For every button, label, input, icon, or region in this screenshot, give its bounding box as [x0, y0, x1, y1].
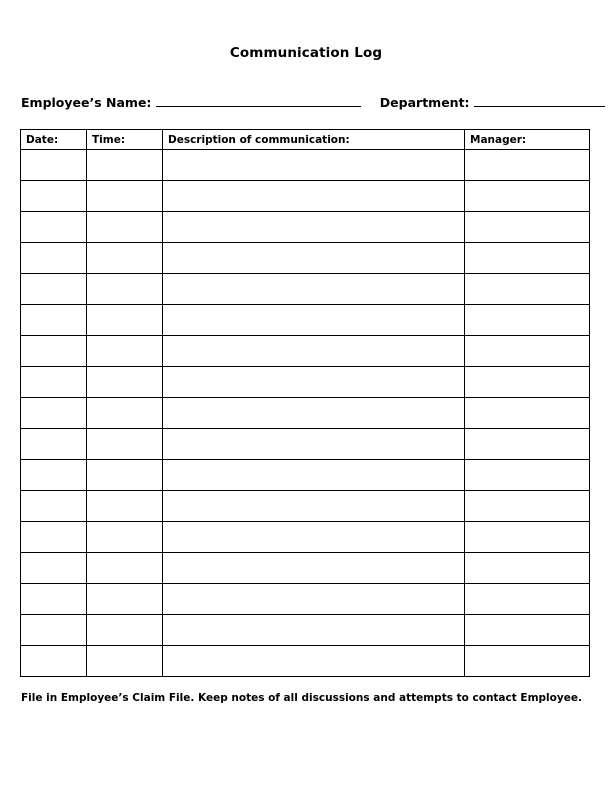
- time-cell[interactable]: [87, 553, 163, 584]
- description-cell[interactable]: [163, 491, 465, 522]
- time-cell[interactable]: [87, 150, 163, 181]
- date-cell[interactable]: [21, 584, 87, 615]
- date-cell[interactable]: [21, 305, 87, 336]
- description-cell[interactable]: [163, 429, 465, 460]
- manager-cell[interactable]: [465, 150, 590, 181]
- column-header-time: Time:: [87, 130, 163, 150]
- manager-cell[interactable]: [465, 491, 590, 522]
- manager-cell[interactable]: [465, 212, 590, 243]
- description-cell[interactable]: [163, 150, 465, 181]
- table-row: [21, 615, 590, 646]
- date-cell[interactable]: [21, 367, 87, 398]
- date-cell[interactable]: [21, 429, 87, 460]
- description-cell[interactable]: [163, 336, 465, 367]
- table-header-row: [21, 130, 590, 150]
- time-cell[interactable]: [87, 491, 163, 522]
- department-field[interactable]: [474, 94, 605, 107]
- date-cell[interactable]: [21, 150, 87, 181]
- manager-cell[interactable]: [465, 553, 590, 584]
- date-cell[interactable]: [21, 522, 87, 553]
- date-cell[interactable]: [21, 460, 87, 491]
- manager-cell[interactable]: [465, 646, 590, 677]
- time-cell[interactable]: [87, 212, 163, 243]
- manager-cell[interactable]: [465, 367, 590, 398]
- description-cell[interactable]: [163, 398, 465, 429]
- table-row: [21, 398, 590, 429]
- table-row: [21, 646, 590, 677]
- table-row: [21, 367, 590, 398]
- description-cell[interactable]: [163, 274, 465, 305]
- table-row: [21, 274, 590, 305]
- date-cell[interactable]: [21, 615, 87, 646]
- department-label: Department:: [379, 95, 470, 110]
- manager-cell[interactable]: [465, 584, 590, 615]
- table-row: [21, 460, 590, 491]
- date-cell[interactable]: [21, 274, 87, 305]
- manager-cell[interactable]: [465, 615, 590, 646]
- description-cell[interactable]: [163, 553, 465, 584]
- table-row: [21, 243, 590, 274]
- time-cell[interactable]: [87, 460, 163, 491]
- manager-cell[interactable]: [465, 243, 590, 274]
- time-cell[interactable]: [87, 243, 163, 274]
- table-row: [21, 522, 590, 553]
- table-row: [21, 150, 590, 181]
- employee-info-fields: [21, 94, 605, 110]
- column-header-date: Date:: [21, 130, 87, 150]
- description-cell[interactable]: [163, 646, 465, 677]
- time-cell[interactable]: [87, 274, 163, 305]
- date-cell[interactable]: [21, 212, 87, 243]
- table-row: [21, 336, 590, 367]
- table-row: [21, 429, 590, 460]
- manager-cell[interactable]: [465, 336, 590, 367]
- description-cell[interactable]: [163, 181, 465, 212]
- time-cell[interactable]: [87, 522, 163, 553]
- description-cell[interactable]: [163, 584, 465, 615]
- table-row: [21, 305, 590, 336]
- table-body: [21, 150, 590, 677]
- manager-cell[interactable]: [465, 398, 590, 429]
- column-header-manager: Manager:: [465, 130, 590, 150]
- description-cell[interactable]: [163, 460, 465, 491]
- date-cell[interactable]: [21, 398, 87, 429]
- description-cell[interactable]: [163, 367, 465, 398]
- description-cell[interactable]: [163, 615, 465, 646]
- time-cell[interactable]: [87, 398, 163, 429]
- manager-cell[interactable]: [465, 274, 590, 305]
- manager-cell[interactable]: [465, 181, 590, 212]
- manager-cell[interactable]: [465, 429, 590, 460]
- manager-cell[interactable]: [465, 305, 590, 336]
- page-title: Communication Log: [229, 45, 383, 61]
- description-cell[interactable]: [163, 212, 465, 243]
- employee-name-field[interactable]: [156, 94, 361, 107]
- time-cell[interactable]: [87, 181, 163, 212]
- description-cell[interactable]: [163, 522, 465, 553]
- table-row: [21, 491, 590, 522]
- date-cell[interactable]: [21, 491, 87, 522]
- column-header-description: Description of communication:: [163, 130, 465, 150]
- date-cell[interactable]: [21, 553, 87, 584]
- table-row: [21, 584, 590, 615]
- time-cell[interactable]: [87, 429, 163, 460]
- date-cell[interactable]: [21, 646, 87, 677]
- employee-name-label: Employee’s Name:: [21, 95, 152, 110]
- table-row: [21, 553, 590, 584]
- time-cell[interactable]: [87, 305, 163, 336]
- table-row: [21, 181, 590, 212]
- date-cell[interactable]: [21, 243, 87, 274]
- date-cell[interactable]: [21, 336, 87, 367]
- table-row: [21, 212, 590, 243]
- time-cell[interactable]: [87, 336, 163, 367]
- footer-note: File in Employee’s Claim File. Keep notes of all discussions and attempts to contact Employee.: [21, 692, 582, 704]
- time-cell[interactable]: [87, 615, 163, 646]
- description-cell[interactable]: [163, 243, 465, 274]
- manager-cell[interactable]: [465, 460, 590, 491]
- time-cell[interactable]: [87, 584, 163, 615]
- date-cell[interactable]: [21, 181, 87, 212]
- time-cell[interactable]: [87, 367, 163, 398]
- description-cell[interactable]: [163, 305, 465, 336]
- time-cell[interactable]: [87, 646, 163, 677]
- communication-log-table: [20, 129, 590, 677]
- manager-cell[interactable]: [465, 522, 590, 553]
